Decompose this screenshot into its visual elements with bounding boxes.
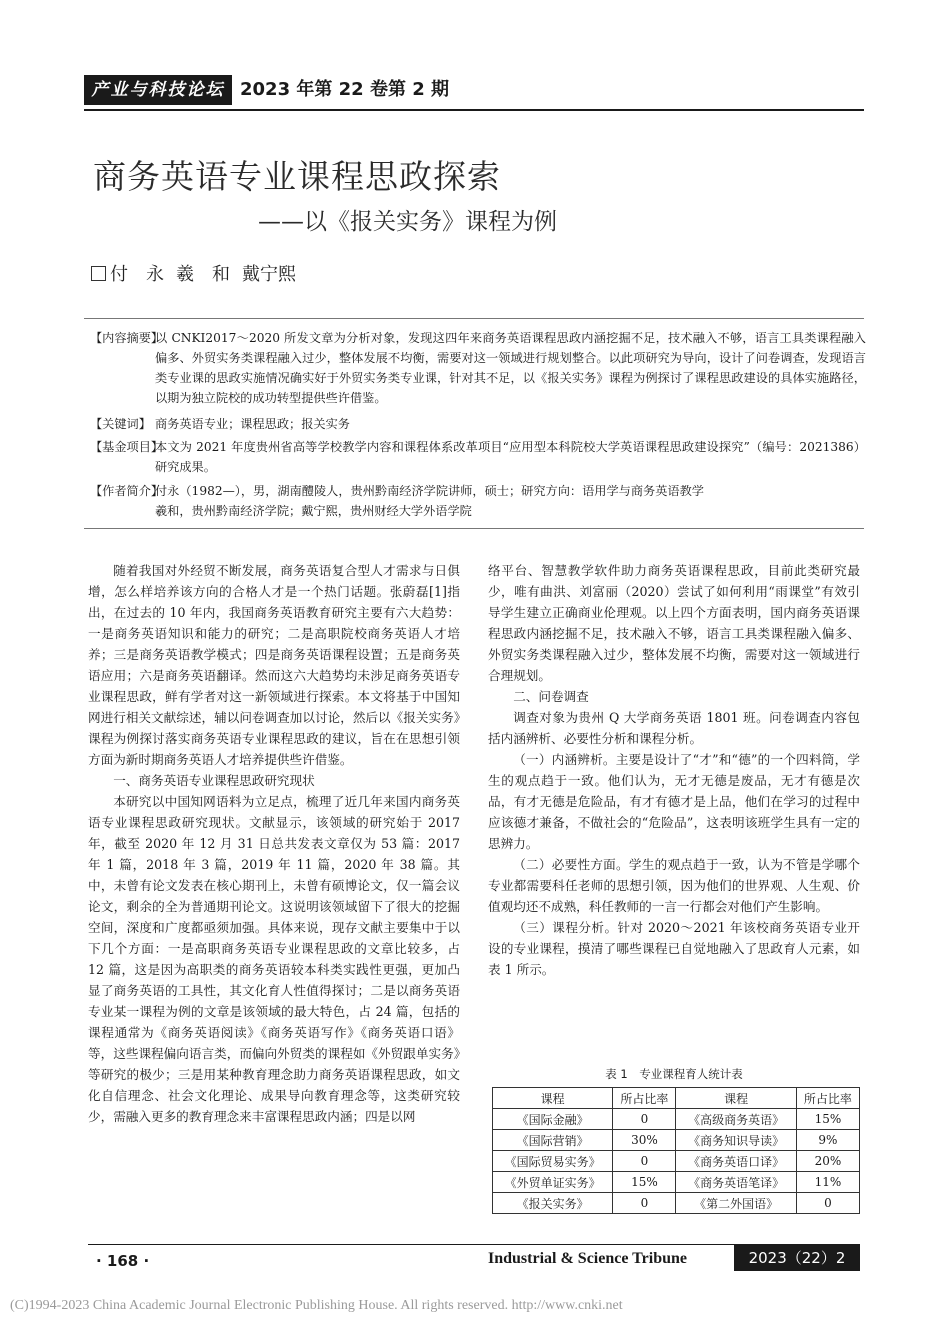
table-cell: 《国际金融》 — [493, 1109, 613, 1130]
body-column-left — [88, 560, 460, 1127]
table-cell: 《国际贸易实务》 — [493, 1151, 613, 1172]
article-subtitle: ——以《报关实务》课程为例 — [258, 209, 557, 235]
journal-header — [84, 75, 884, 105]
table-row — [493, 1109, 860, 1130]
issue-label: 2023 年第 22 卷第 2 期 — [240, 79, 450, 100]
table-cell: 《商务英语笔译》 — [676, 1172, 796, 1193]
fund-label: 【基金项目】 — [90, 440, 164, 454]
table-cell: 《高级商务英语》 — [676, 1109, 796, 1130]
meta-divider — [84, 528, 864, 529]
table-cell: 《商务知识导读》 — [676, 1130, 796, 1151]
table-cell: 0 — [613, 1193, 676, 1214]
table-row — [493, 1151, 860, 1172]
table-header-cell: 课程 — [493, 1088, 613, 1109]
table-header-cell: 所占比率 — [796, 1088, 859, 1109]
fund-section — [90, 437, 866, 477]
table-caption: 表 1 专业课程育人统计表 — [605, 1067, 743, 1081]
body-paragraph: 络平台、智慧教学软件助力商务英语课程思政，目前此类研究最少，唯有曲洪、刘富丽（2020）尝试了如何利用“雨课堂”有效引导学生建立正确商业伦理观。以上四个方面表明，国内商务英语课程思政内涵挖掘不足，技术融入不够，语言工具类课程融入偏多、外贸实务类课程融入过少，整体发展不均衡，需要对这一领域进行合理规划。 — [488, 563, 860, 683]
body-paragraph: 随着我国对外经贸不断发展，商务英语复合型人才需求与日俱增，怎么样培养该方向的合格人才是一个热门话题。张蔚磊[1]指出，在过去的 10 年内，我国商务英语教育研究主要有六大趋势：一是商务英语知识和能力的研究；二是高职院校商务英语人才培养；三是商务英语教学模式；四是商务英语课程设置；五是商务英语应用；六是商务英语翻译。然而这六大趋势均未涉足商务英语专业课程思政，鲜有学者对这一新领域进行探索。本文将基于中国知网进行相关文献综述，辅以问卷调查加以讨论，然后以《报关实务》课程为例探讨落实商务英语专业课程思政的建议，旨在在思想引领方面为新时期商务英语人才培养提供些许借鉴。 — [88, 563, 460, 767]
copyright-notice: (C)1994-2023 China Academic Journal Electronic Publishing House. All rights reserved. http://www.cnki.net — [10, 1298, 623, 1313]
keywords-text: 商务英语专业；课程思政；报关实务 — [155, 417, 350, 431]
footer-journal-title: Industrial & Science Tribune — [488, 1250, 687, 1267]
section-heading: 一、商务英语专业课程思政研究现状 — [113, 773, 315, 788]
author-bio-line: 羲和，贵州黔南经济学院；戴宁熙，贵州财经大学外语学院 — [155, 504, 472, 518]
author-bio-line: 付永（1982—），男，湖南醴陵人，贵州黔南经济学院讲师，硕士；研究方向：语用学与商务英语教学 — [155, 484, 704, 498]
article-title: 商务英语专业课程思政探索 — [93, 157, 501, 196]
table-row — [493, 1172, 860, 1193]
table-header-row — [493, 1088, 860, 1109]
section-heading: 二、问卷调查 — [513, 689, 589, 704]
table-header-cell: 课程 — [676, 1088, 796, 1109]
table-cell: 0 — [613, 1151, 676, 1172]
table-cell: 《外贸单证实务》 — [493, 1172, 613, 1193]
table-cell: 《报关实务》 — [493, 1193, 613, 1214]
author-name: 羲 和 — [176, 264, 230, 285]
abstract-section — [90, 328, 866, 408]
footer-issue-badge: 2023（22）2 — [734, 1245, 860, 1271]
author-name: 付 永 — [110, 264, 164, 285]
body-column-right — [488, 560, 860, 980]
checkbox-icon — [91, 266, 106, 281]
table-cell: 《商务英语口译》 — [676, 1151, 796, 1172]
body-paragraph: （二）必要性方面。学生的观点趋于一致，认为不管是学哪个专业都需要科任老师的思想引领，因为他们的世界观、人生观、价值观均还不成熟，科任教师的一言一行都会对他们产生影响。 — [488, 857, 860, 914]
table-cell: 20% — [796, 1151, 859, 1172]
table-row — [493, 1130, 860, 1151]
table-row — [493, 1193, 860, 1214]
table-cell: 15% — [796, 1109, 859, 1130]
table-header-cell: 所占比率 — [613, 1088, 676, 1109]
keywords-label: 【关键词】 — [90, 417, 151, 431]
keywords-section — [90, 414, 866, 434]
table-cell: 《第二外国语》 — [676, 1193, 796, 1214]
author-list — [91, 260, 296, 286]
table-cell: 15% — [613, 1172, 676, 1193]
body-paragraph: （三）课程分析。针对 2020～2021 年该校商务英语专业开设的专业课程，摸清了哪些课程已自觉地融入了思政育人元素，如表 1 所示。 — [488, 920, 860, 977]
course-table — [492, 1087, 860, 1214]
abstract-text: 以 CNKI2017～2020 所发文章为分析对象，发现这四年来商务英语课程思政内涵挖掘不足，技术融入不够，语言工具类课程融入偏多、外贸实务类课程融入过少，整体发展不均衡，需要对这一领域进行规划整合。以此项研究为导向，设计了问卷调查，发现语言类专业课的思政实施情况确实好于外贸实务类专业课，针对其不足，以《报关实务》课程为例探讨了课程思政建设的具体实施路径，以期为独立院校的成功转型提供些许借鉴。 — [155, 331, 866, 405]
body-paragraph: 调查对象为贵州 Q 大学商务英语 1801 班。问卷调查内容包括内涵辨析、必要性分析和课程分析。 — [488, 710, 860, 746]
body-paragraph: 本研究以中国知网语料为立足点，梳理了近几年来国内商务英语专业课程思政研究现状。文献显示，该领域的研究始于 2017 年，截至 2020 年 12 月 31 日总共发表文章仅为 53 篇：2017 年 1 篇，2018 年 3 篇，2019 年 11 篇，2020 年 38 篇。其中，未曾有论文发表在核心期刊上，未曾有硕博论文，仅一篇会议论文，剩余的全为普通期刊论文。这说明该领域留下了很大的挖掘空间，深度和广度都亟须加强。具体来说，现存文献主要集中于以下几个方面：一是高职商务英语专业课程思政的文章比较多，占 12 篇，这是因为高职类的商务英语较本科类实践性更强，更加凸显了商务英语的工具性，其文化育人性值得探讨；二是以商务英语专业某一课程为例的文章是该领域的最大特色，占 24 篇，包括的课程通常为《商务英语阅读》《商务英语写作》《商务英语口语》等，这些课程偏向语言类，而偏向外贸类的课程如《外贸跟单实务》等研究的极少；三是用某种教育理念助力商务英语课程思政，如文化自信理念、社会文化理论、成果导向教育理念等，这类研究较少，需融入更多的教育理念来丰富课程思政内涵；四是以网 — [88, 794, 460, 1124]
body-paragraph: （一）内涵辨析。主要是设计了“才”和“德”的一个四料筒，学生的观点趋于一致。他们认为，无才无德是废品，无才有德是次品，有才无德是危险品，有才有德才是上品，他们在学习的过程中应该德才兼备，不做社会的“危险品”，这表明该班学生具有一定的思辨力。 — [488, 752, 860, 851]
abstract-label: 【内容摘要】 — [90, 331, 164, 345]
author-bio-section — [90, 481, 866, 521]
table-cell: 30% — [613, 1130, 676, 1151]
table-cell: 0 — [613, 1109, 676, 1130]
table-cell: 《国际营销》 — [493, 1130, 613, 1151]
table-cell: 0 — [796, 1193, 859, 1214]
page-number: · 168 · — [96, 1252, 150, 1270]
author-name: 戴宁熙 — [242, 264, 296, 285]
header-rule — [84, 109, 864, 111]
author-bio-label: 【作者简介】 — [90, 484, 164, 498]
journal-logo: 产业与科技论坛 — [84, 75, 232, 105]
fund-text: 本文为 2021 年度贵州省高等学校教学内容和课程体系改革项目“应用型本科院校大学英语课程思政建设探究”（编号：2021386）研究成果。 — [155, 440, 866, 474]
table-cell: 11% — [796, 1172, 859, 1193]
table-cell: 9% — [796, 1130, 859, 1151]
meta-divider — [84, 318, 864, 319]
